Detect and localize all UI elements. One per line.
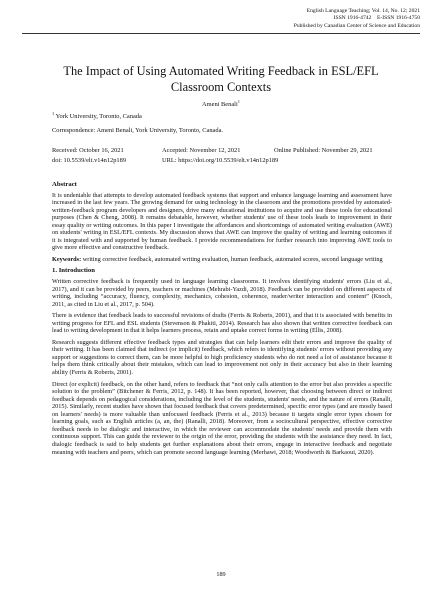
abstract-heading: Abstract: [52, 181, 77, 188]
doi: doi: 10.5539/elt.v14n12p189: [52, 156, 127, 164]
publication-dates: [52, 146, 394, 165]
intro-paragraph: Research suggests different effective feedback types and strategies that can help learners edit their errors and improve the quality of their writing. It has been claimed that indirect (or implicit) feedback, which refers to identifying students' errors without providing any support or suggestions to correct them, can be more helpful to high proficiency students who do not need a lot of assistance because it helps them think critically about their mistakes, which can lead to improvement not only in their accuracy but also in their learning ability (Ferris & Roberts, 2001).: [52, 338, 392, 377]
affiliation-superscript: 1: [52, 111, 55, 116]
affiliation: [52, 113, 142, 121]
affiliation-text: York University, Toronto, Canada: [55, 113, 142, 120]
article-body: [52, 181, 392, 460]
journal-header: [160, 8, 420, 30]
journal-volume: English Language Teaching; Vol. 14, No. 12; 2021: [306, 8, 420, 14]
page-number: 189: [216, 571, 226, 578]
journal-publisher: Published by Canadian Center of Science and Education: [293, 22, 420, 29]
keywords: [52, 256, 392, 264]
journal-issn: ISSN 1916-4742 E-ISSN 1916-4750: [333, 15, 420, 22]
paper-title: The Impact of Using Automated Writing Feedback in ESL/EFL Classroom Contexts: [63, 64, 379, 94]
correspondence: Correspondence: Ameni Benali, York University, Toronto, Canada.: [52, 127, 224, 134]
header-divider: [22, 33, 420, 34]
received-date: Received: October 16, 2021: [52, 147, 124, 154]
introduction-heading: 1. Introduction: [52, 267, 95, 275]
author-name: Ameni Benali: [202, 101, 238, 108]
abstract-text: It is undeniable that attempts to develop automated feedback systems that support and enhance language learning and assessment have increased in the last few years. The growing demand for using technology in the classroom and the promotions provided by automated- written-feedback program developers and designers, drive many educational institutions to acquire and use these tools for educational purposes (Chen & Cheng, 2008). It remains debatable, however, whether students' use of these tools leads to improvement in their essay quality or writing outcomes. In this paper I investigate the affordances and shortcomings of automated writing evaluation (AWE) on students' writing in ESL/EFL contexts. My discussion shows that AWE can improve the quality of writing and learning outcomes if it is integrated with and supported by human feedback. I provide recommendations for further research into improving AWE tools to give more effective and constructive feedback.: [52, 191, 392, 252]
keywords-text: writing corrective feedback, automated writing evaluation, human feedback, automated scores, second language writing: [82, 255, 383, 263]
intro-paragraph: Written corrective feedback is frequently used in language learning classrooms. It involves identifying students' errors (Liu et al., 2017), and it can be provided by peers, teachers or machines (Mehrabi-Yazdi, 2018). Feedback can be provided on different aspects of writing, including “accuracy, fluency, complexity, mechanics, cohesion, coherence, reader/writer interaction and content” (Knoch, 2011, as cited in Liu et al., 2017, p. 504).: [52, 278, 392, 308]
online-date: Online Published: November 29, 2021: [274, 147, 373, 154]
intro-paragraph: Direct (or explicit) feedback, on the other hand, refers to feedback that “not only calls attention to the error but also provides a specific solution to the problem” (Bitchener & Ferris, 2012, p. 148). It has been reported, however, that choosing between direct or indirect feedback depends on pedagogical considerations, including the level of the students, students' needs, and the nature of errors (Ranalli, 2015). Similarly, recent studies have shown that focused feedback that covers predetermined, specific error types (and are mostly based on learners' needs) is more valuable than unfocused feedback (Ferris et al., 2013) because it targets single error types chosen for learning goals, such as English articles (a, an, the) (Ranalli, 2018). Moreover, from a sociocultural perspective, effective corrective feedback needs to be dialogic and interactive, in which the reviewer can accommodate the students' needs and provide them with continuous support. This can guide the reviewer to the origin of the error, providing the students with the assistance they need. In fact, dialogic feedback is said to help students get further explanations about their errors, engage in interactive feedback and negotiate meaning with teachers and peers, which can promote second language learning (Merhawi, 2018; Woodworth & Barkaoui, 2020).: [52, 380, 392, 456]
author-line: [0, 101, 442, 108]
accepted-date: Accepted: November 12, 2021: [162, 147, 241, 154]
doi-url-link[interactable]: URL: https://doi.org/10.5539/elt.v14n12p189: [162, 156, 279, 164]
author-superscript: 1: [237, 99, 240, 104]
intro-paragraph: There is evidence that feedback leads to successful revisions of drafts (Ferris & Roberts, 2001), and that it is associated with benefits in writing progress for EFL and ESL students (Stevenson & Phakiti, 2014). Research has also shown that written corrective feedback can lead to writing development in that it helps learners process, retain and uptake correct forms in writing (Ellis, 2008).: [52, 312, 392, 335]
keywords-label: Keywords:: [52, 255, 82, 263]
